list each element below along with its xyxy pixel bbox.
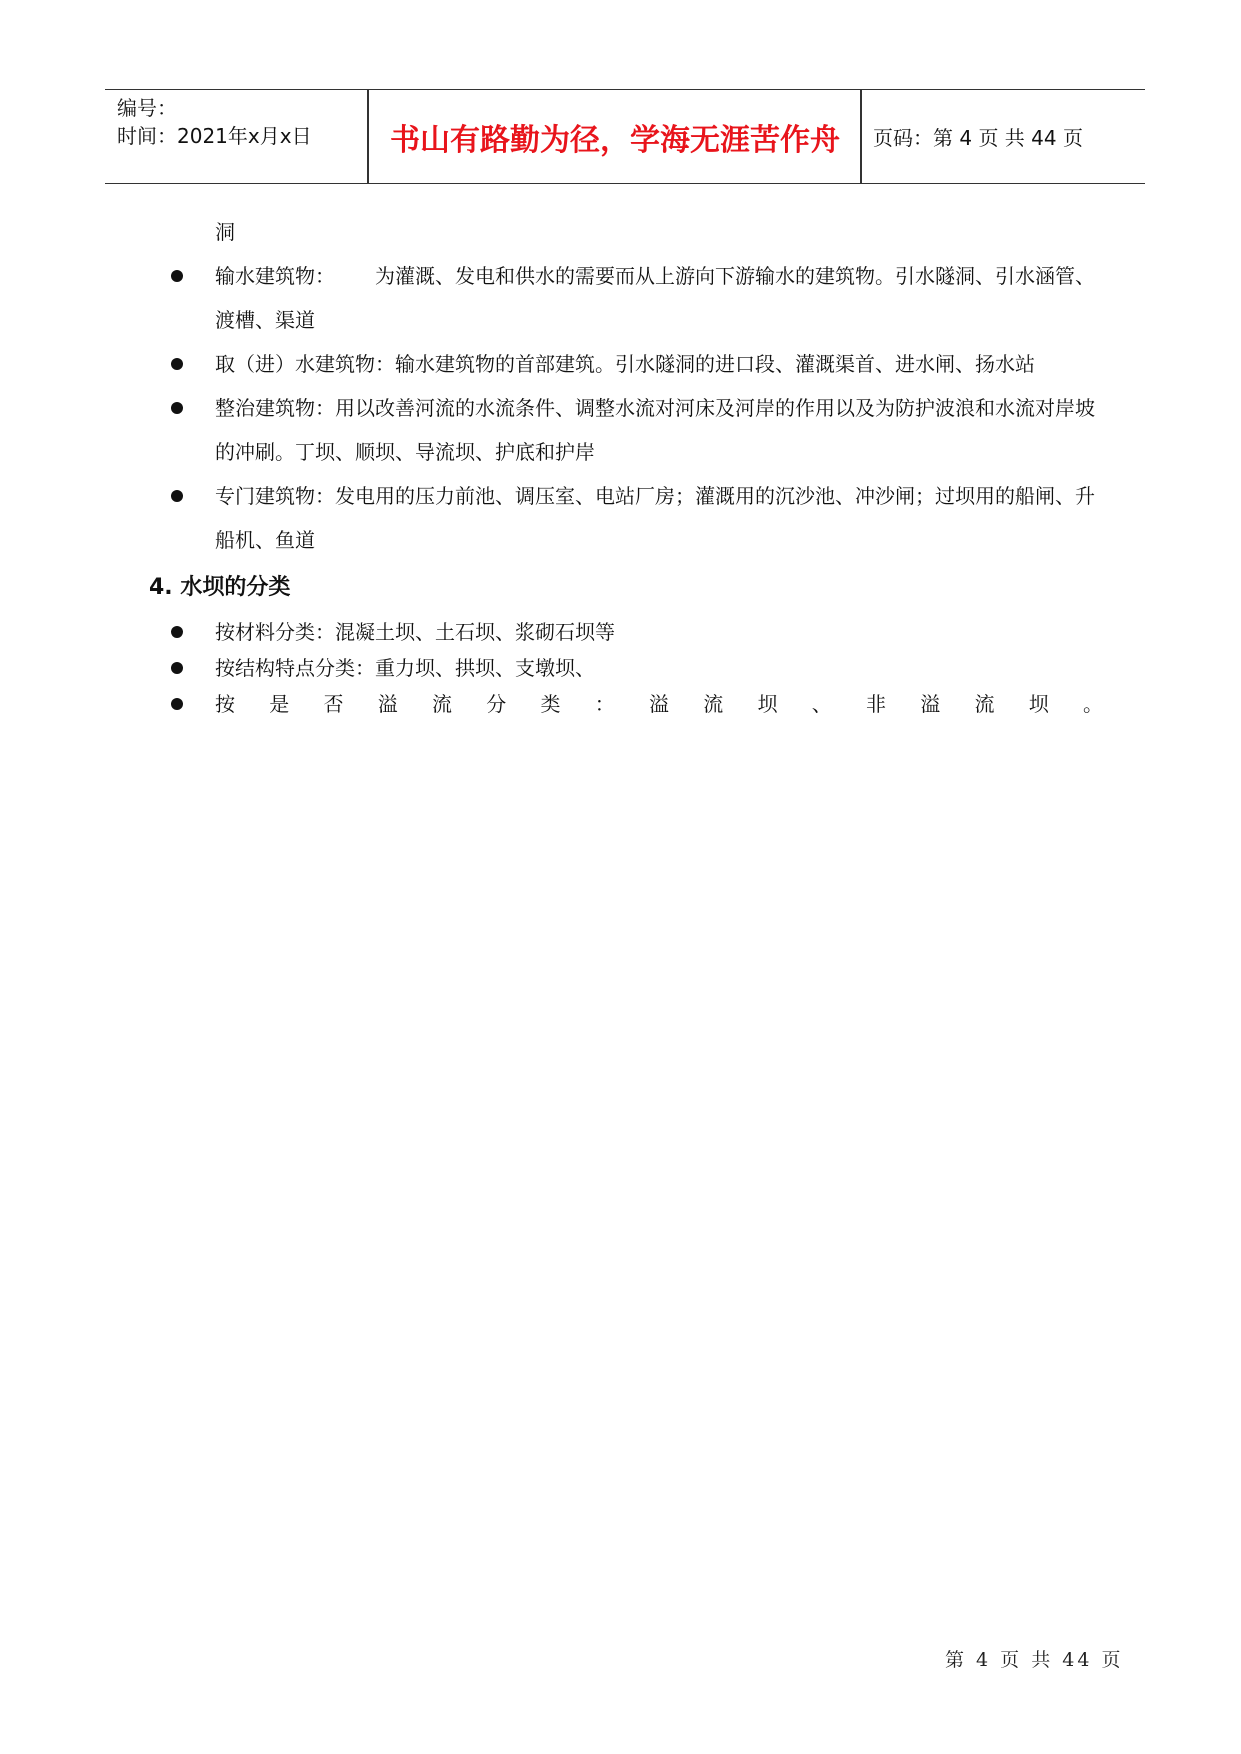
list-item-text: 为灌溉、发电和供水的需要而从上游向下游输水的建筑物。引水隧洞、引水涵管、渡槽、渠道 [215, 264, 1095, 332]
char: 非 [866, 692, 886, 716]
char: 坝 [757, 692, 778, 716]
list-item-text: 按材料分类：混凝土坝、土石坝、浆砌石坝等 [215, 620, 615, 644]
list-item [168, 342, 1103, 386]
list-item-text: 取（进）水建筑物：输水建筑物的首部建筑。引水隧洞的进口段、灌溉渠首、进水闸、扬水站 [215, 352, 1035, 376]
char: 、 [811, 692, 832, 716]
list-item [168, 650, 1103, 686]
header-divider-right [860, 90, 862, 183]
header-page-info: 页码：第 4 页 共 44 页 [873, 126, 1083, 150]
bullet-icon [171, 698, 183, 710]
char: 流 [974, 692, 995, 716]
list-item [168, 474, 1103, 562]
list-item [168, 254, 1103, 342]
char: 坝 [1028, 692, 1049, 716]
section-heading: 4. 水坝的分类 [149, 575, 291, 600]
list-item [168, 686, 1103, 722]
list-item-label: 输水建筑物： [215, 264, 335, 288]
list-item-text: 按结构特点分类：重力坝、拱坝、支墩坝、 [215, 656, 595, 680]
document-header [105, 89, 1145, 184]
list-item [168, 386, 1103, 474]
list-item-text: 整治建筑物：用以改善河流的水流条件、调整水流对河床及河岸的作用以及为防护波浪和水流对岸坡的冲刷。丁坝、顺坝、导流坝、护底和护岸 [215, 396, 1095, 464]
continuation-text: 洞 [215, 220, 235, 244]
header-motto: 书山有路勤为径，学海无涯苦作舟 [390, 122, 840, 158]
bullet-icon [171, 270, 183, 282]
bullet-icon [171, 662, 183, 674]
page-footer: 第 4 页 共 44 页 [945, 1649, 1124, 1671]
char: 溢 [920, 692, 941, 716]
char: 溢 [649, 692, 669, 716]
bullet-icon [171, 626, 183, 638]
char: 否 [323, 692, 344, 716]
char: 按 [215, 692, 235, 716]
list-item [168, 614, 1103, 650]
bullet-icon [171, 402, 183, 414]
char: 分 [486, 692, 507, 716]
char: 。 [1083, 692, 1103, 716]
time-label: 时间：2021年x月x日 [117, 124, 312, 148]
char: ： [594, 692, 615, 716]
bullet-icon [171, 358, 183, 370]
bullet-icon [171, 490, 183, 502]
char: 溢 [377, 692, 398, 716]
char: 流 [432, 692, 452, 716]
char: 类 [540, 692, 561, 716]
header-left-cell [117, 94, 312, 150]
serial-number-label: 编号： [117, 96, 177, 120]
char: 流 [703, 692, 724, 716]
list-item-text: 专门建筑物：发电用的压力前池、调压室、电站厂房；灌溉用的沉沙池、冲沙闸；过坝用的船闸、升船机、鱼道 [215, 484, 1095, 552]
justified-list-text [215, 686, 1103, 722]
char: 是 [269, 692, 290, 716]
document-body [149, 210, 1103, 722]
header-divider-left [367, 90, 369, 183]
